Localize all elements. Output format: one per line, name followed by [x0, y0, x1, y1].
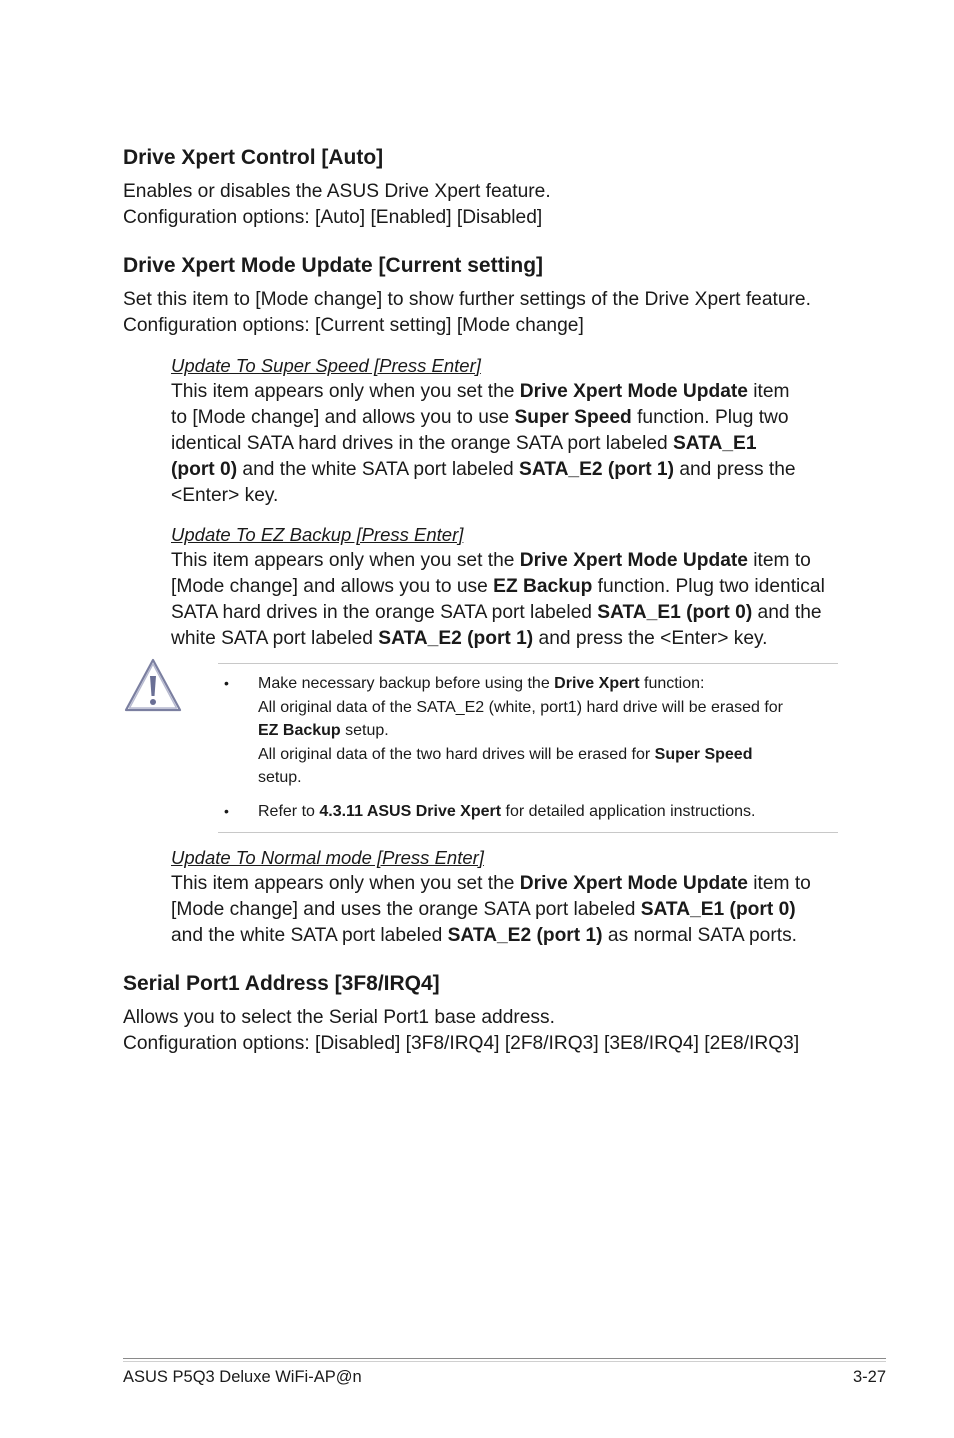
- text-run: setup.: [340, 722, 389, 739]
- text-run: as normal SATA ports.: [602, 925, 797, 946]
- text-run: This item appears only when you set the: [171, 873, 520, 894]
- footer-page-number: 3-27: [852, 1368, 886, 1386]
- drive-xpert-control-description: Enables or disables the ASUS Drive Xpert feature.: [123, 181, 551, 202]
- text-line: [171, 431, 839, 457]
- text-run: and the white SATA port labeled: [237, 459, 520, 480]
- heading-drive-xpert-mode-update: Drive Xpert Mode Update [Current setting]: [123, 254, 544, 277]
- super-speed-subsection: [171, 353, 839, 509]
- footer-divider: [123, 1358, 886, 1359]
- bold-term: Drive Xpert Mode Update: [519, 873, 748, 894]
- text-line: [171, 574, 839, 600]
- heading-serial-port1-address: Serial Port1 Address [3F8/IRQ4]: [123, 972, 440, 995]
- text-line: [258, 743, 783, 767]
- footer-divider: [123, 1361, 886, 1362]
- text-run: function. Plug two: [631, 407, 789, 428]
- text-line: All original data of the SATA_E2 (white, port1) hard drive will be erased for: [258, 698, 783, 716]
- normal-mode-body: [171, 871, 839, 949]
- footer-product-name: ASUS P5Q3 Deluxe WiFi-AP@n: [123, 1368, 362, 1386]
- bold-term: SATA_E1 (port 0): [597, 602, 753, 623]
- text-line: <Enter> key.: [171, 485, 279, 506]
- note-item-text: [258, 800, 755, 824]
- heading-drive-xpert-control: Drive Xpert Control [Auto]: [123, 146, 384, 169]
- text-run: Refer to: [258, 803, 320, 820]
- bold-term: Drive Xpert Mode Update: [519, 381, 748, 402]
- text-run: and the: [752, 602, 822, 623]
- bold-term: SATA_E1 (port 0): [640, 899, 796, 920]
- text-run: for detailed application instructions.: [501, 803, 756, 820]
- text-line: [171, 379, 839, 405]
- text-run: and press the <Enter> key.: [533, 628, 768, 649]
- text-run: SATA hard drives in the orange SATA port labeled: [171, 602, 598, 623]
- ez-backup-subsection: [171, 522, 839, 652]
- text-run: [Mode change] and uses the orange SATA port labeled: [171, 899, 641, 920]
- bold-term: Drive Xpert Mode Update: [519, 550, 748, 571]
- bullet-dot: •: [224, 675, 229, 691]
- bold-term: SATA_E1: [673, 433, 757, 454]
- text-run: to [Mode change] and allows you to use: [171, 407, 515, 428]
- bold-term: SATA_E2 (port 1): [519, 459, 674, 480]
- text-run: Make necessary backup before using the: [258, 675, 555, 692]
- serial-port1-description: Allows you to select the Serial Port1 base address.: [123, 1007, 555, 1028]
- bold-term: EZ Backup: [493, 576, 593, 597]
- text-run: [Mode change] and allows you to use: [171, 576, 494, 597]
- text-run: This item appears only when you set the: [171, 381, 520, 402]
- text-line: [258, 719, 783, 743]
- normal-mode-title: Update To Normal mode [Press Enter]: [171, 847, 484, 868]
- text-run: function. Plug two identical: [592, 576, 825, 597]
- bold-term: SATA_E2 (port 1): [447, 925, 603, 946]
- text-run: and press the: [673, 459, 796, 480]
- text-run: white SATA port labeled: [171, 628, 379, 649]
- bullet-dot: •: [224, 803, 229, 819]
- text-line: [171, 897, 839, 923]
- drive-xpert-control-options: Configuration options: [Auto] [Enabled] [Disabled]: [123, 207, 543, 228]
- text-run: function:: [639, 675, 705, 692]
- text-line: setup.: [258, 769, 302, 786]
- text-run: All original data of the two hard drives will be erased for: [258, 745, 655, 763]
- text-line: [171, 600, 839, 626]
- serial-port1-options: Configuration options: [Disabled] [3F8/IRQ4] [2F8/IRQ3] [3E8/IRQ4] [2E8/IRQ3]: [123, 1033, 800, 1054]
- bold-term: SATA_E2 (port 1): [378, 628, 534, 649]
- bold-term: Super Speed: [654, 745, 753, 763]
- drive-xpert-mode-update-description: Set this item to [Mode change] to show further settings of the Drive Xpert feature.: [123, 289, 811, 310]
- text-line: [258, 800, 755, 824]
- ez-backup-body: [171, 548, 839, 652]
- text-line: [171, 405, 839, 431]
- text-run: item to: [747, 550, 811, 571]
- text-line: [171, 626, 839, 652]
- bold-term: Drive Xpert: [554, 675, 640, 692]
- bold-term: EZ Backup: [258, 722, 341, 739]
- bold-term: (port 0): [171, 459, 238, 480]
- text-line: [258, 672, 783, 696]
- super-speed-body: [171, 379, 839, 509]
- text-line: [171, 871, 839, 897]
- warning-note: [218, 663, 838, 833]
- text-run: This item appears only when you set the: [171, 550, 520, 571]
- text-line: [171, 457, 839, 483]
- text-run: identical SATA hard drives in the orange SATA port labeled: [171, 433, 673, 454]
- text-run: item: [747, 381, 790, 402]
- bold-term: 4.3.11 ASUS Drive Xpert: [319, 803, 502, 820]
- warning-triangle-icon: [123, 656, 183, 714]
- note-item-text: [258, 672, 783, 790]
- text-run: and the white SATA port labeled: [171, 925, 448, 946]
- text-line: [171, 923, 839, 949]
- drive-xpert-mode-update-options: Configuration options: [Current setting] [Mode change]: [123, 315, 584, 336]
- text-line: [171, 548, 839, 574]
- bold-term: Super Speed: [514, 407, 632, 428]
- text-run: item to: [747, 873, 811, 894]
- ez-backup-title: Update To EZ Backup [Press Enter]: [171, 524, 464, 545]
- normal-mode-subsection: [171, 845, 839, 949]
- super-speed-title: Update To Super Speed [Press Enter]: [171, 355, 481, 376]
